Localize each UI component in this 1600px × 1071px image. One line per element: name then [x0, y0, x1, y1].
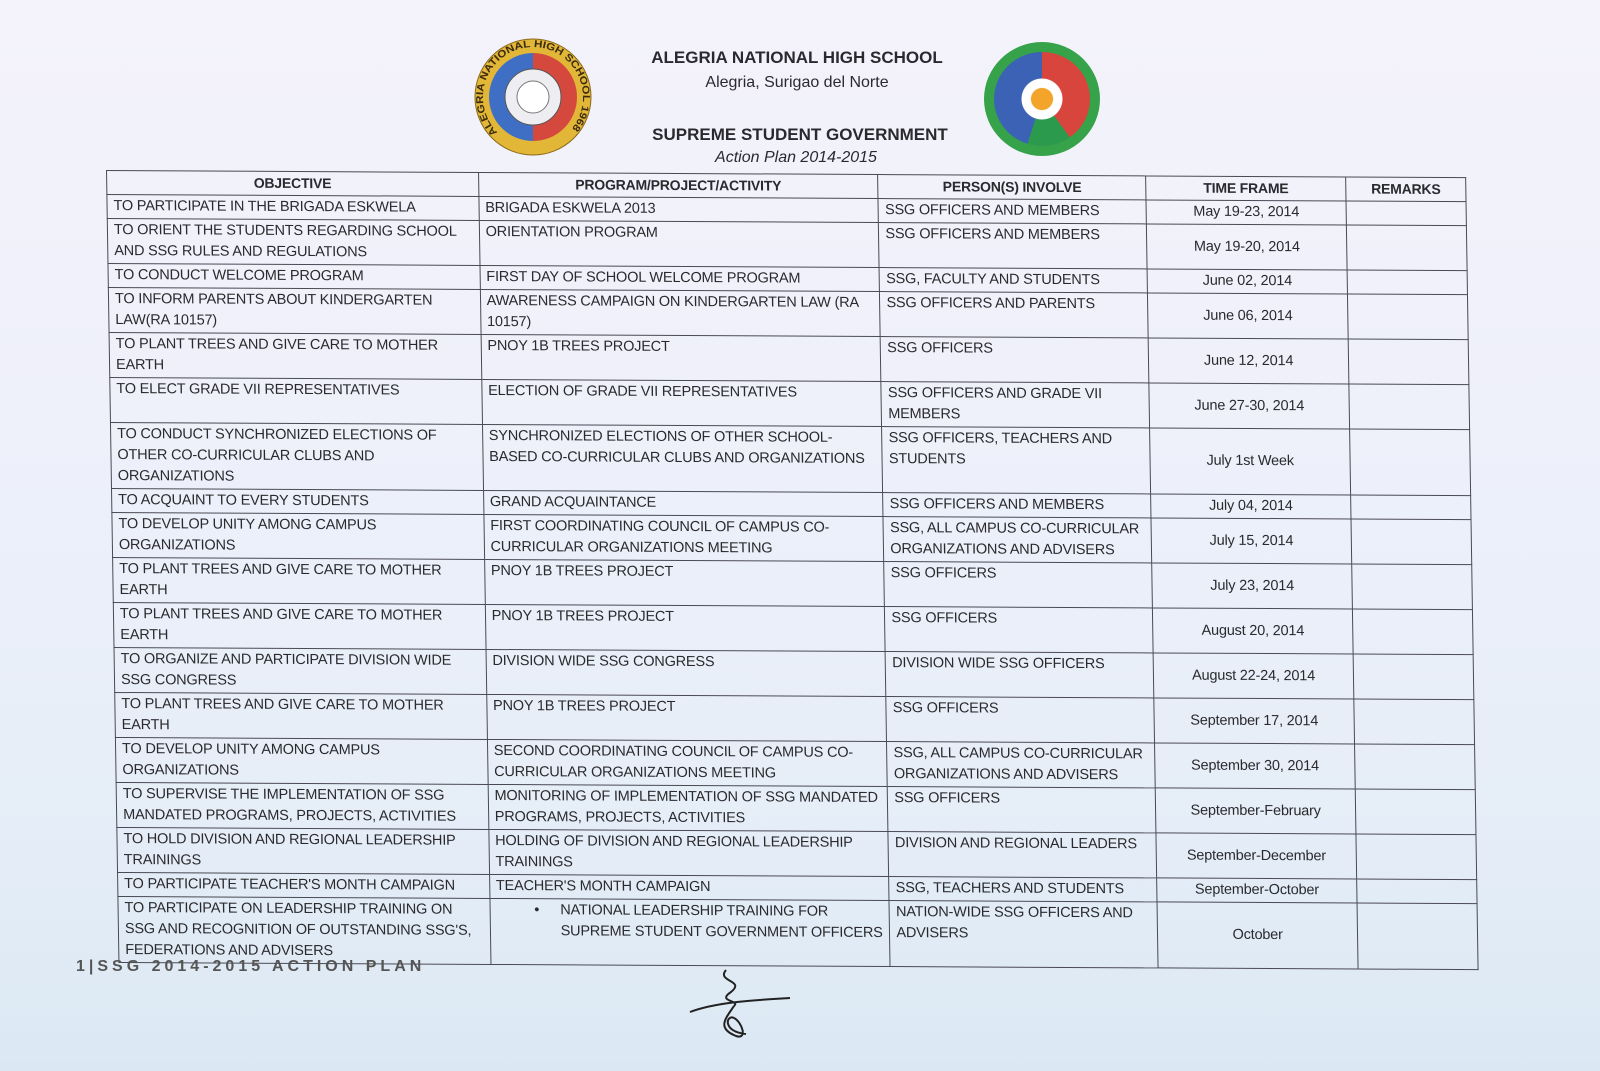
persons-cell: SSG OFFICERS AND MEMBERS	[879, 223, 1148, 269]
program-cell: HOLDING OF DIVISION AND REGIONAL LEADERSHIP TRAININGS	[489, 829, 889, 876]
persons-cell: SSG OFFICERS	[881, 337, 1150, 383]
action-plan-table	[106, 170, 1479, 970]
table-row	[109, 333, 1469, 385]
time-frame-cell: August 22-24, 2014	[1153, 653, 1354, 699]
table-row	[117, 827, 1477, 879]
table-row	[110, 377, 1470, 429]
objective-cell: TO PLANT TREES AND GIVE CARE TO MOTHER EARTH	[115, 692, 487, 739]
persons-cell: SSG OFFICERS AND MEMBERS	[883, 493, 1151, 518]
objective-cell: TO PARTICIPATE IN THE BRIGADA ESKWELA	[107, 195, 479, 221]
program-cell: FIRST DAY OF SCHOOL WELCOME PROGRAM	[480, 265, 880, 291]
remarks-cell	[1349, 384, 1470, 430]
remarks-cell	[1352, 609, 1473, 655]
remarks-cell	[1350, 429, 1471, 496]
program-cell: SECOND COORDINATING COUNCIL OF CAMPUS CO-CURRICULAR ORGANIZATIONS MEETING	[487, 739, 887, 786]
persons-cell: SSG OFFICERS	[884, 562, 1153, 608]
objective-cell: TO SUPERVISE THE IMPLEMENTATION OF SSG MANDATED PROGRAMS, PROJECTS, ACTIVITIES	[116, 782, 488, 829]
time-frame-cell: September-October	[1157, 878, 1357, 903]
time-frame-cell: June 02, 2014	[1147, 269, 1347, 294]
objective-cell: TO PLANT TREES AND GIVE CARE TO MOTHER EARTH	[113, 602, 485, 649]
remarks-cell	[1357, 903, 1478, 970]
remarks-cell	[1351, 495, 1471, 520]
objective-cell: TO ACQUAINT TO EVERY STUDENTS	[112, 488, 484, 514]
table-row	[110, 422, 1470, 495]
time-frame-cell: July 1st Week	[1150, 428, 1351, 495]
persons-cell: SSG OFFICERS AND PARENTS	[880, 292, 1149, 338]
persons-cell: SSG, ALL CAMPUS CO-CURRICULAR ORGANIZATIONS AND ADVISERS	[883, 517, 1152, 563]
objective-cell: TO ORIENT THE STUDENTS REGARDING SCHOOL AND SSG RULES AND REGULATIONS	[107, 219, 479, 266]
persons-cell: SSG OFFICERS	[885, 607, 1154, 653]
school-name: ALEGRIA NATIONAL HIGH SCHOOL	[651, 48, 943, 67]
program-cell: GRAND ACQUAINTANCE	[483, 490, 883, 516]
seal-lettering-path: ALEGRIA NATIONAL HIGH SCHOOL 1968	[474, 38, 592, 138]
table-row	[113, 602, 1473, 654]
persons-cell: DIVISION WIDE SSG OFFICERS	[885, 652, 1154, 698]
objective-cell: TO ORGANIZE AND PARTICIPATE DIVISION WIDE SSG CONGRESS	[114, 647, 486, 694]
objective-cell: TO PLANT TREES AND GIVE CARE TO MOTHER EARTH	[113, 557, 485, 604]
remarks-cell	[1355, 744, 1476, 790]
remarks-cell	[1355, 789, 1476, 835]
persons-cell: SSG OFFICERS	[888, 787, 1157, 833]
col-header-program: PROGRAM/PROJECT/ACTIVITY	[478, 172, 878, 198]
table-row	[113, 557, 1473, 609]
program-cell: FIRST COORDINATING COUNCIL OF CAMPUS CO-CURRICULAR ORGANIZATIONS MEETING	[484, 514, 884, 561]
bullet-item: • NATIONAL LEADERSHIP TRAINING FOR SUPREME STUDENT GOVERNMENT OFFICERS	[496, 900, 883, 944]
remarks-cell	[1356, 834, 1477, 880]
time-frame-cell: September 17, 2014	[1154, 698, 1355, 744]
remarks-cell	[1354, 699, 1475, 745]
signature	[686, 962, 796, 1042]
remarks-cell	[1346, 225, 1467, 271]
time-frame-cell: September-December	[1156, 833, 1357, 879]
col-header-time-frame: TIME FRAME	[1146, 176, 1346, 201]
table-row	[115, 692, 1475, 744]
persons-cell: SSG, FACULTY AND STUDENTS	[879, 268, 1147, 293]
table-row	[114, 647, 1474, 699]
objective-cell: TO DEVELOP UNITY AMONG CAMPUS ORGANIZATIONS	[112, 512, 484, 559]
page-footer: 1|SSG 2014-2015 ACTION PLAN	[76, 958, 426, 975]
doc-subtitle: Action Plan 2014-2015	[715, 149, 877, 166]
school-address: Alegria, Surigao del Norte	[705, 74, 889, 91]
time-frame-cell: June 12, 2014	[1148, 338, 1349, 384]
remarks-cell	[1352, 564, 1473, 610]
objective-cell: TO PARTICIPATE TEACHER'S MONTH CAMPAIGN	[118, 872, 490, 898]
persons-cell: SSG OFFICERS AND GRADE VII MEMBERS	[881, 382, 1150, 428]
persons-cell: SSG OFFICERS, TEACHERS AND STUDENTS	[882, 427, 1151, 494]
time-frame-cell: July 04, 2014	[1151, 494, 1351, 519]
time-frame-cell: September 30, 2014	[1155, 743, 1356, 789]
time-frame-cell: July 23, 2014	[1152, 563, 1353, 609]
persons-cell: SSG, TEACHERS AND STUDENTS	[889, 877, 1157, 902]
program-cell: BRIGADA ESKWELA 2013	[479, 196, 879, 222]
program-cell	[490, 898, 891, 966]
program-cell: AWARENESS CAMPAIGN ON KINDERGARTEN LAW (RA 10157)	[480, 289, 880, 336]
persons-cell: SSG, ALL CAMPUS CO-CURRICULAR ORGANIZATIONS AND ADVISERS	[887, 742, 1156, 788]
objective-cell: TO PARTICIPATE ON LEADERSHIP TRAINING ON SSG AND RECOGNITION OF OUTSTANDING SSG'S, FEDERATIONS AND ADVISERS	[118, 896, 491, 964]
persons-cell: SSG OFFICERS AND MEMBERS	[878, 199, 1146, 224]
remarks-cell	[1348, 339, 1469, 385]
remarks-cell	[1347, 270, 1467, 295]
program-cell: PNOY 1B TREES PROJECT	[481, 334, 881, 381]
objective-cell: TO PLANT TREES AND GIVE CARE TO MOTHER EARTH	[109, 333, 481, 380]
time-frame-cell: July 15, 2014	[1151, 518, 1352, 564]
objective-cell: TO HOLD DIVISION AND REGIONAL LEADERSHIP TRAININGS	[117, 827, 489, 874]
time-frame-cell: May 19-23, 2014	[1146, 200, 1346, 225]
persons-cell: SSG OFFICERS	[886, 697, 1155, 743]
table-row	[116, 782, 1476, 834]
time-frame-cell: August 20, 2014	[1153, 608, 1354, 654]
org-title: SUPREME STUDENT GOVERNMENT	[652, 125, 948, 144]
persons-cell: DIVISION AND REGIONAL LEADERS	[888, 832, 1157, 878]
program-cell: SYNCHRONIZED ELECTIONS OF OTHER SCHOOL-BASED CO-CURRICULAR CLUBS AND ORGANIZATIONS	[482, 424, 883, 492]
remarks-cell	[1347, 294, 1468, 340]
col-header-remarks: REMARKS	[1346, 177, 1466, 202]
time-frame-cell: September-February	[1155, 788, 1356, 834]
remarks-cell	[1351, 519, 1472, 565]
objective-cell: TO INFORM PARENTS ABOUT KINDERGARTEN LAW(RA 10157)	[108, 288, 480, 335]
program-cell: DIVISION WIDE SSG CONGRESS	[486, 649, 886, 696]
time-frame-cell: June 06, 2014	[1148, 293, 1349, 339]
time-frame-cell: October	[1157, 902, 1358, 969]
time-frame-cell: June 27-30, 2014	[1149, 383, 1350, 429]
remarks-cell	[1353, 654, 1474, 700]
table-row	[107, 219, 1467, 271]
objective-cell: TO CONDUCT WELCOME PROGRAM	[108, 264, 480, 290]
objective-cell: TO CONDUCT SYNCHRONIZED ELECTIONS OF OTHER CO-CURRICULAR CLUBS AND ORGANIZATIONS	[110, 422, 483, 490]
objective-cell: TO ELECT GRADE VII REPRESENTATIVES	[110, 377, 482, 424]
persons-cell: NATION-WIDE SSG OFFICERS AND ADVISERS	[889, 901, 1158, 968]
objective-cell: TO DEVELOP UNITY AMONG CAMPUS ORGANIZATIONS	[115, 737, 487, 784]
remarks-cell	[1346, 201, 1466, 226]
program-cell: PNOY 1B TREES PROJECT	[486, 694, 886, 741]
time-frame-cell: May 19-20, 2014	[1147, 224, 1348, 270]
table-row	[112, 512, 1472, 564]
table-row	[115, 737, 1475, 789]
col-header-objective: OBJECTIVE	[107, 171, 479, 197]
program-cell: PNOY 1B TREES PROJECT	[485, 604, 885, 651]
table-row	[108, 288, 1468, 340]
program-cell: PNOY 1B TREES PROJECT	[484, 559, 884, 606]
program-cell: TEACHER'S MONTH CAMPAIGN	[489, 874, 889, 900]
remarks-cell	[1357, 879, 1477, 904]
col-header-persons: PERSON(S) INVOLVE	[878, 175, 1146, 200]
program-cell: ORIENTATION PROGRAM	[479, 220, 879, 267]
program-cell: ELECTION OF GRADE VII REPRESENTATIVES	[481, 379, 881, 426]
program-cell: MONITORING OF IMPLEMENTATION OF SSG MANDATED PROGRAMS, PROJECTS, ACTIVITIES	[488, 784, 888, 831]
